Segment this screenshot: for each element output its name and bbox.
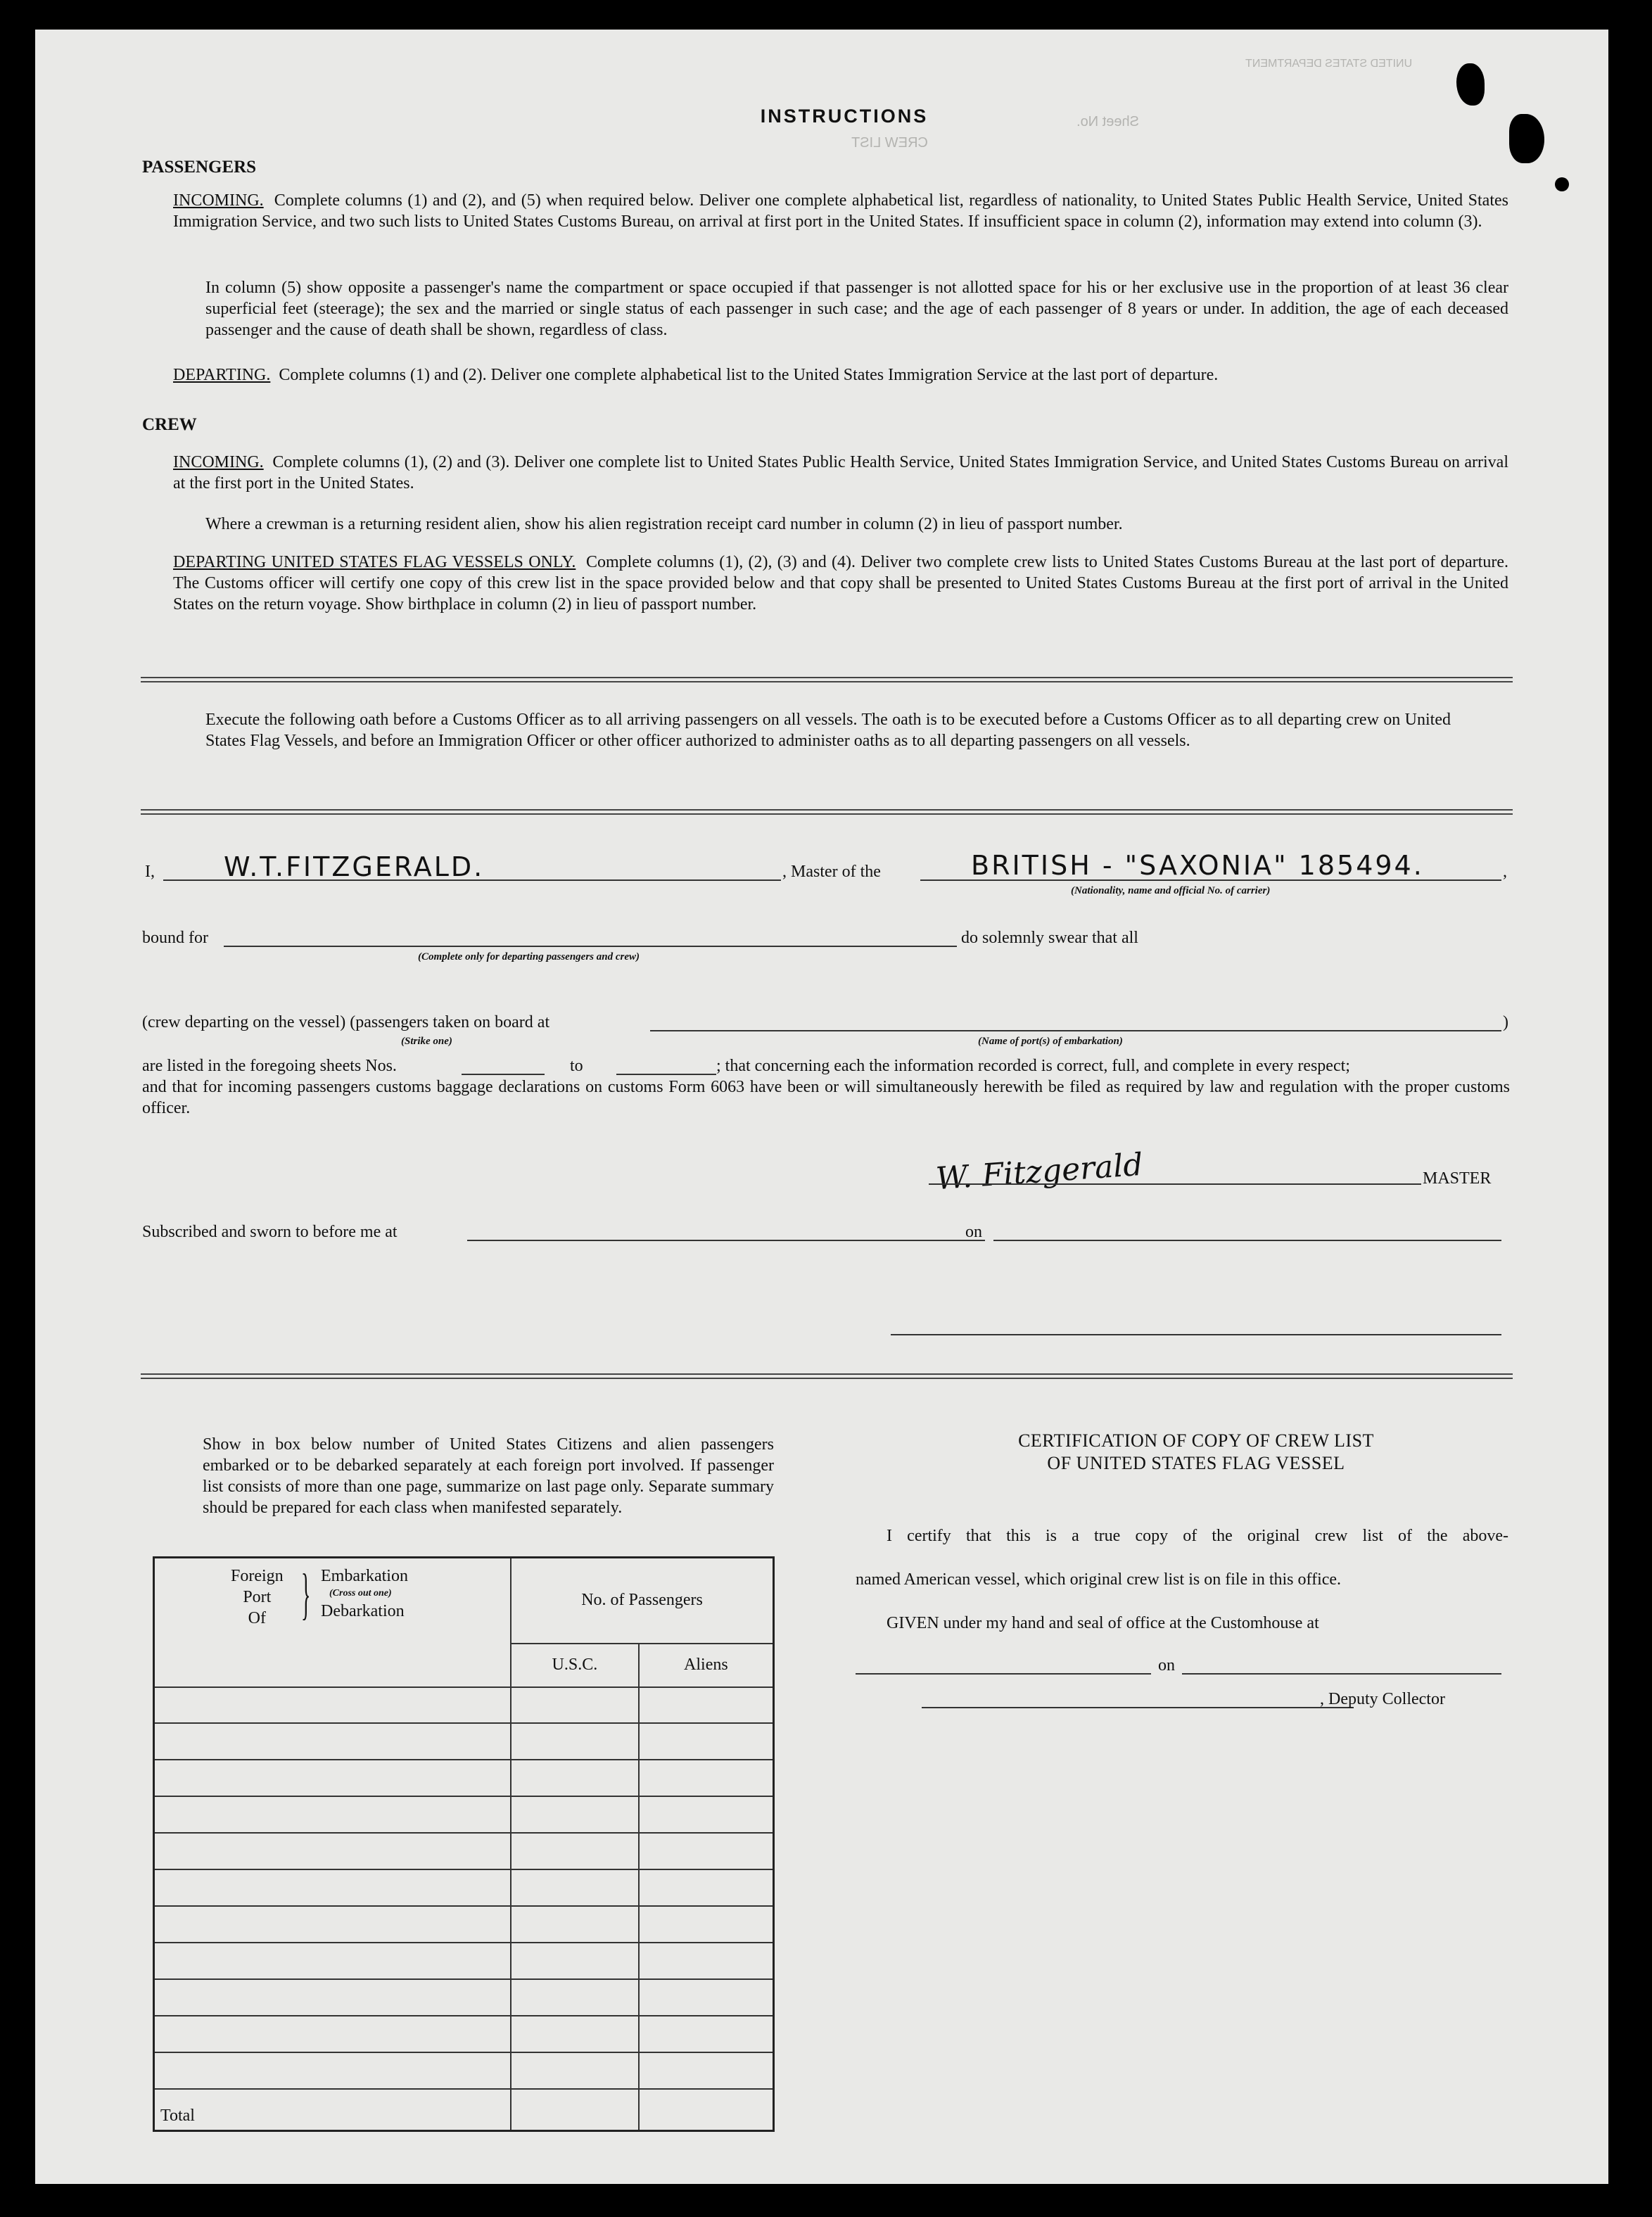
document-page: UNITED STATES DEPARTMENT CREW LIST Sheet No. INSTRUCTIONS PASSENGERS INCOMING. Complete columns (1) and (2), and (5) when required below. Deliver one complete alphabetical list, regardless of nationality, to United States Public Health Service, United States Immigration Service, and two such lists to United States Customs Bureau, on arrival at first port in the United States. If insufficient space in column (2), information may extend into column (3). In column (5) show opposite a passenger's name the compartment or space occupied if that passenger is not allotted space for his or her exclusive use in the proportion of at least 36 clear superficial feet (steerage); the sex and the married or single status of each passenger in such case; and the age of each passenger of 8 years or under. In addition, the age of each deceased passenger and the cause of death shall be shown, regardless of class. DEPARTING. Complete columns (1) and (2). Deliver one complete alphabetical list to the United States Immigration Service at the last port of departure. CREW INCOMING. Complete columns (1), (2) and (3). Deliver one complete list to United States Public Health Service, United States Immigration Service, and United States Customs Bureau on arrival at the first port in the United States. Where a crewman is a returning resident alien, show his alien registration receipt card number in column (2) in lieu of passport number. DEPARTING UNITED STATES FLAG VESSELS ONLY. Complete columns (1), (2), (3) and (4). Deliver two complete crew lists to United States Customs Bureau at the last port of departure. The Customs officer will certify one copy of this crew list in the space provided below and that copy shall be presented to United States Customs Bureau at the first port of arrival in the United States on the return voyage. Show birthplace in column (2) in lieu of passport number. Execute the following oath before a Customs Officer as to all arriving passengers on all vessels. The oath is to be executed before a Customs Officer as to all departing crew on United States Flag Vessels, and before an Immigration Officer or other officer authorized to administer oaths as to all departing passengers on all vessels. I, W.T.FITZGERALD. , Master of the BRITISH - "SAXONIA" 185494. , (Nationality, name and official No. of carrier) bound for do solemnly swear that all (Complete only for departing passengers and crew) (crew departing on the vessel) (passengers taken on board at ) (Strike one) (Name of port(s) of embarkation) are listed in the foregoing sheets Nos. to ; that concerning each the information recorded is correct, full, and complete in every respect; and that for incoming passengers customs baggage declarations on customs Form 6063 have been or will simultaneously herewith be filed as required by law and regulation with the proper customs officer. W. Fitzgerald MASTER Subscribed and sworn to before me at on Show in box below number of United States Citizens and alien passengers embarked or to be debarked separately at each foreign port involved. If passenger list consists of more than one page, summarize on last page only. Separate summary should be prepared for each class when manifested separately. Foreign Port Of } Embarkation (Cross out one) Debarkation No. of Passengers U.S.C. Aliens Total CERTIFICATION OF COPY OF CREW LIST OF UNITED STATES FLAG VESSEL I certify that this is a true copy of the original crew list of the above- named American vessel, which original crew list is on file in this office. GIVEN under my hand and seal of office at the Customhouse at on , Deputy Collector: [35, 30, 1608, 2184]
given-text: GIVEN under my hand and seal of office at the Customhouse at: [887, 1614, 1319, 1632]
customhouse-line: [856, 1673, 1151, 1675]
sheets-label: are listed in the foregoing sheets Nos.: [142, 1057, 397, 1075]
bound-for-line: [224, 946, 957, 947]
passengers-incoming-text: Complete columns (1) and (2), and (5) when required below. Deliver one complete alphabetical list, regardless of nationality, to United States Public Health Service, United States Immigration Service, and two such lists to United States Customs Bureau, on arrival at first port in the United States. If insufficient space in column (2), information may extend into column (3).: [173, 191, 1508, 231]
sheets-to-label: to: [570, 1057, 583, 1075]
passengers-departing-label: DEPARTING.: [173, 366, 271, 384]
table-row: [154, 2016, 774, 2052]
table-row: [154, 2052, 774, 2089]
sheets-rest-text: ; that concerning each the information recorded is correct, full, and complete in every respect;: [716, 1057, 1350, 1075]
bound-for-caption: (Complete only for departing passengers and crew): [418, 951, 640, 963]
crew-incoming-paragraph: [173, 452, 1508, 494]
bleed-through-header: UNITED STATES DEPARTMENT: [1245, 58, 1413, 70]
debarkation-label: Debarkation: [321, 1602, 405, 1620]
passengers-departing-paragraph: [173, 364, 1508, 386]
sworn-place-line: [467, 1240, 985, 1241]
vessel-handwritten: BRITISH - "SAXONIA" 185494.: [971, 850, 1424, 881]
master-of-label: , Master of the: [782, 863, 881, 881]
certification-on-label: on: [1158, 1656, 1175, 1675]
certification-date-line: [1182, 1673, 1501, 1675]
crew-incoming-text: Complete columns (1), (2) and (3). Deliver one complete list to United States Public Health Service, United States Immigration Service, and United States Customs Bureau on arrival at the first port in the United States.: [173, 453, 1509, 493]
embarkation-port-line: [650, 1030, 1501, 1031]
brace: }: [301, 1563, 311, 1625]
table-row: [154, 1869, 774, 1906]
baggage-text: and that for incoming passengers customs baggage declarations on customs Form 6063 have been or will simultaneously herewith be filed as required by law and regulation with the proper customs officer.: [142, 1078, 1510, 1117]
master-name-handwritten: W.T.FITZGERALD.: [224, 851, 485, 882]
total-label: Total: [154, 2089, 512, 2131]
section-divider: [141, 809, 1513, 815]
usc-header: U.S.C.: [511, 1644, 639, 1687]
table-row: [154, 1723, 774, 1760]
crew-incoming-label: INCOMING.: [173, 453, 264, 471]
section-divider: [141, 677, 1513, 682]
deputy-collector-label: , Deputy Collector: [1320, 1690, 1445, 1708]
aliens-header: Aliens: [639, 1644, 774, 1687]
oath-intro: Execute the following oath before a Customs Officer as to all arriving passengers on all vessels. The oath is to be executed before a Customs Officer as to all departing crew on United States Flag Vessels, and before an Immigration Officer or other officer authorized to administer oaths as to all departing passengers on all vessels.: [205, 711, 1451, 750]
oath-i-label: I,: [145, 863, 155, 881]
strike-one-caption: (Strike one): [401, 1036, 452, 1047]
passengers-incoming-paragraph: [173, 190, 1508, 232]
no-of-passengers-header: No. of Passengers: [511, 1558, 773, 1644]
passengers-incoming-label: INCOMING.: [173, 191, 264, 210]
bleed-through-crew-list: CREW LIST: [851, 135, 928, 151]
table-row: [154, 1687, 774, 1724]
crew-departing-paragraph: [173, 552, 1508, 615]
vessel-caption: (Nationality, name and official No. of carrier): [1071, 885, 1271, 896]
swear-text: do solemnly swear that all: [961, 929, 1138, 947]
passengers-column5-paragraph: [205, 277, 1508, 341]
passengers-column5-text: In column (5) show opposite a passenger's name the compartment or space occupied if that passenger is not allotted space for his or her exclusive use in the proportion of at least 36 clear superficial feet (steerage); the sex and the married or single status of each passenger in such case; and the age of each passenger of 8 years or under. In addition, the age of each deceased passenger and the cause of death shall be shown, regardless of class.: [205, 279, 1508, 339]
port-caption: (Name of port(s) of embarkation): [978, 1036, 1123, 1047]
embarkation-label: Embarkation: [321, 1567, 408, 1585]
signature-line: [929, 1183, 1421, 1185]
cross-out-label: (Cross out one): [329, 1588, 392, 1599]
table-row: [154, 1906, 774, 1943]
crew-departing-text: Complete columns (1), (2), (3) and (4). Deliver two complete crew lists to United States Customs Bureau at the last port of departure. The Customs officer will certify one copy of this crew list in the space provided below and that copy shall be presented to United States Customs Bureau at the first port of arrival in the United States on the return voyage. Show birthplace in column (2) in lieu of passport number.: [173, 553, 1508, 614]
sworn-date-line: [993, 1240, 1501, 1241]
sworn-on-label: on: [965, 1223, 982, 1241]
certification-title: CERTIFICATION OF COPY OF CREW LIST OF UNITED STATES FLAG VESSEL: [1018, 1430, 1374, 1473]
table-row: [154, 1943, 774, 1979]
officer-signature-line: [891, 1334, 1501, 1335]
master-label: MASTER: [1423, 1169, 1492, 1188]
total-row: [154, 2089, 774, 2131]
table-row: [154, 1796, 774, 1833]
passengers-departing-text: Complete columns (1) and (2). Deliver one complete alphabetical list to the United States Immigration Service at the last port of departure.: [279, 366, 1219, 384]
section-divider: [141, 1373, 1513, 1379]
page-title: INSTRUCTIONS: [760, 106, 929, 127]
master-signature: W. Fitzgerald: [934, 1146, 1145, 1198]
crew-heading: CREW: [142, 415, 197, 434]
ink-blot: [1456, 63, 1485, 106]
passengers-heading: PASSENGERS: [142, 158, 257, 177]
port-header-cell: [154, 1558, 512, 1687]
bleed-through-sheet-no: Sheet No.: [1076, 114, 1139, 129]
table-row: [154, 1760, 774, 1796]
sheets-to-line: [616, 1074, 716, 1075]
table-row: [154, 1979, 774, 2016]
summary-instructions: Show in box below number of United States Citizens and alien passengers embarked or to be debarked separately at each foreign port involved. If passenger list consists of more than one page, summarize on last page only. Separate summary should be prepared for each class when manifested separately.: [203, 1435, 774, 1517]
certify-line-1: I certify that this is a true copy of the original crew list of the above-: [887, 1527, 1508, 1545]
table-row: [154, 1833, 774, 1869]
crew-alien-paragraph: Where a crewman is a returning resident alien, show his alien registration receipt card number in column (2) in lieu of passport number.: [205, 515, 1123, 533]
subscribed-label: Subscribed and sworn to before me at: [142, 1223, 398, 1241]
sheets-from-line: [462, 1074, 545, 1075]
certify-line-2: named American vessel, which original crew list is on file in this office.: [856, 1570, 1342, 1589]
ink-blot: [1555, 177, 1569, 191]
deputy-collector-line: [922, 1707, 1354, 1708]
crew-departing-label: DEPARTING UNITED STATES FLAG VESSELS ONLY.: [173, 553, 576, 571]
crew-departing-text: (crew departing on the vessel) (passengers taken on board at: [142, 1013, 550, 1031]
passenger-summary-table: [153, 1556, 775, 2132]
foreign-port-of-label: Foreign Port Of: [231, 1567, 284, 1627]
bound-for-label: bound for: [142, 929, 208, 947]
ink-blot: [1509, 114, 1544, 163]
